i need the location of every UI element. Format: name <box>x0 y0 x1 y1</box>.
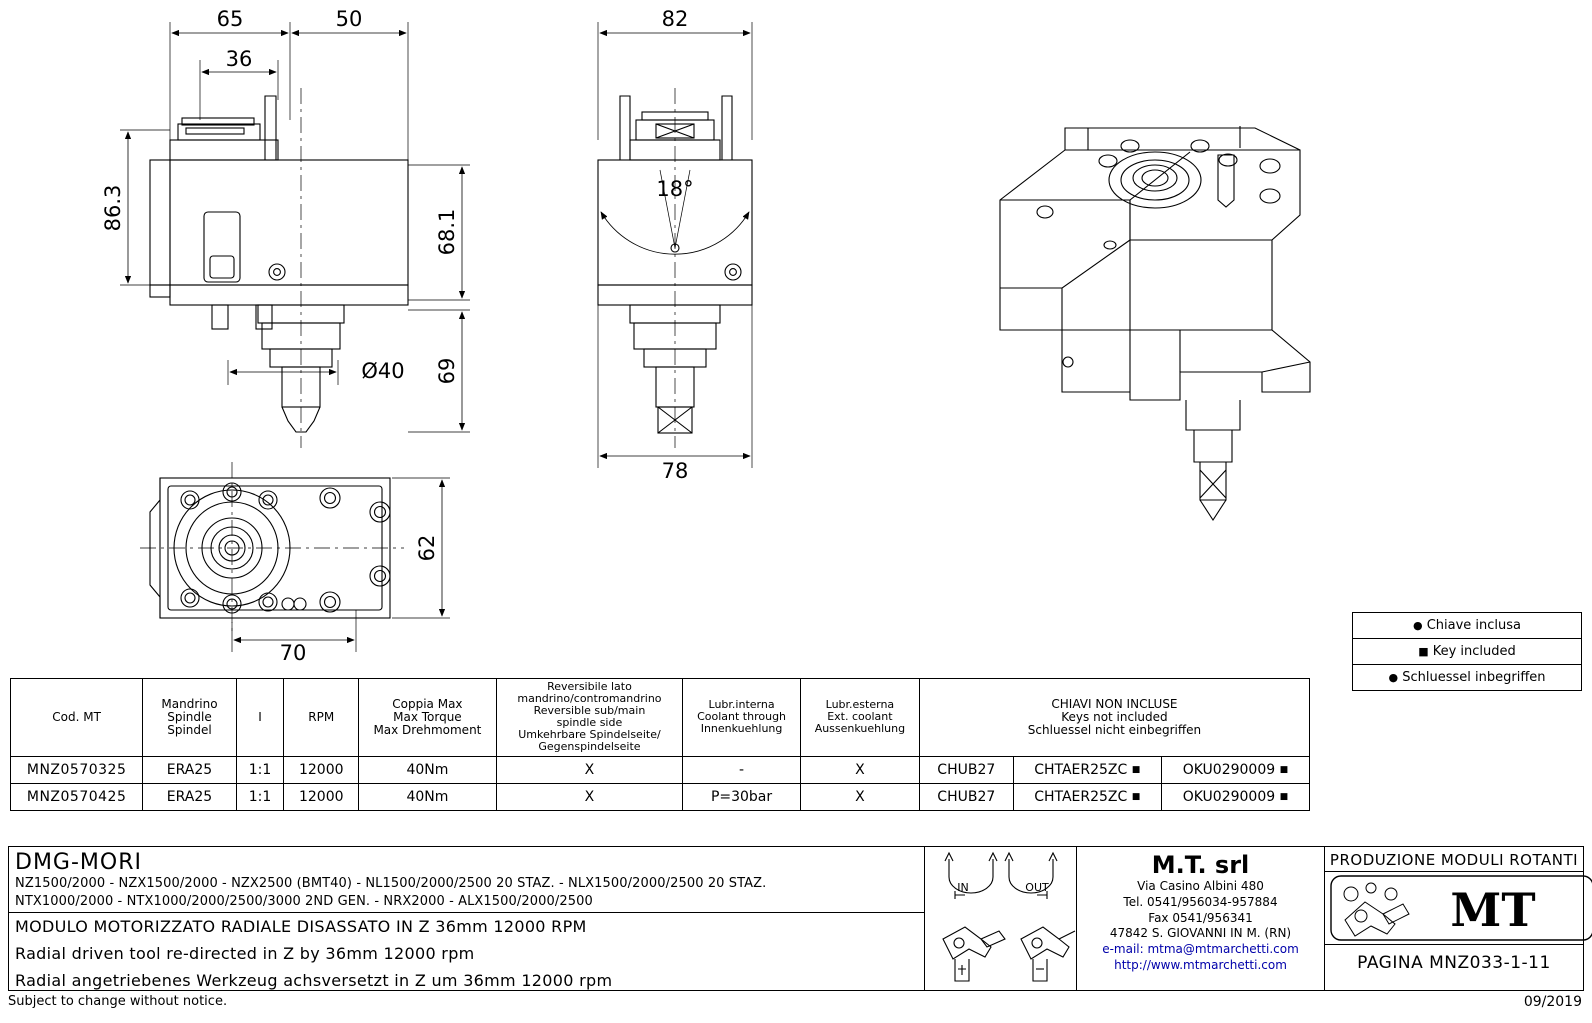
dim-d40: Ø40 <box>361 359 405 383</box>
header-coolant-int-de: Innenkuehlung <box>700 722 783 736</box>
address-line-3: Fax 0541/956341 <box>1148 910 1253 925</box>
cell-key-3 <box>1161 783 1309 810</box>
cell-key-3-label: OKU0290009 <box>1182 788 1276 805</box>
header-coolant-ext-en: Ext. coolant <box>827 710 893 724</box>
header-torque <box>359 679 497 757</box>
header-spindle <box>143 679 236 757</box>
key-legend-item-it <box>1353 613 1581 639</box>
header-spindle-it: Mandrino <box>161 696 218 711</box>
dim-69: 69 <box>435 357 459 385</box>
key-legend-item-en <box>1353 639 1581 665</box>
address-line-1: Via Casino Albini 480 <box>1137 879 1264 893</box>
dim-86-3: 86.3 <box>101 184 125 232</box>
company-name: M.T. srl <box>1151 851 1250 879</box>
dim-78: 78 <box>661 459 689 483</box>
description-en: Radial driven tool re-directed in Z by 36mm 12000 rpm <box>15 944 475 964</box>
header-coolant-int-it: Lubr.interna <box>708 698 775 712</box>
square-marker-icon: ■ <box>1131 764 1141 775</box>
cell-key-1: CHUB27 <box>919 756 1013 783</box>
cell-ratio: 1:1 <box>236 756 284 783</box>
dim-18deg: 18° <box>656 177 694 201</box>
title-block-right <box>1325 847 1583 990</box>
header-reversible-l5: Umkehrbare Spindelseite/ <box>518 728 661 742</box>
description-de: Radial angetriebenes Werkzeug achsversetzt in Z um 36mm 12000 rpm <box>15 971 613 991</box>
header-reversible <box>496 679 683 757</box>
dim-70: 70 <box>279 641 307 665</box>
cell-key-1: CHUB27 <box>919 783 1013 810</box>
header-reversible-l2: mandrino/contromandrino <box>517 692 662 706</box>
header-cod-mt: Cod. MT <box>11 679 143 757</box>
cell-rpm: 12000 <box>284 756 359 783</box>
header-torque-it: Coppia Max <box>392 696 463 711</box>
coolant-out-label: OUT <box>1025 881 1049 894</box>
header-coolant-ext-de: Aussenkuehlung <box>814 722 906 736</box>
dim-65: 65 <box>216 7 244 31</box>
square-marker-icon: ■ <box>1131 791 1141 802</box>
header-coolant-internal <box>683 679 801 757</box>
cell-cod: MNZ0570325 <box>11 756 143 783</box>
dim-82: 82 <box>661 7 689 31</box>
header-reversible-l6: Gegenspindelseite <box>538 740 641 754</box>
header-coolant-int-en: Coolant through <box>697 710 787 724</box>
address-line-2: Tel. 0541/956034-957884 <box>1123 894 1278 909</box>
dim-68-1: 68.1 <box>435 208 459 256</box>
machine-models-line-2: NTX1000/2000 - NTX1000/2000/2500/3000 2ND GEN. - NRX2000 - ALX1500/2000/2500 <box>15 893 593 909</box>
address-line-4: 47842 S. GIOVANNI IN M. (RN) <box>1109 926 1292 941</box>
key-legend-label-it: Chiave inclusa <box>1426 618 1522 633</box>
coolant-symbols <box>925 847 1077 990</box>
title-block <box>8 846 1584 991</box>
company-info <box>1077 847 1325 990</box>
cell-reversible: X <box>496 783 683 810</box>
cell-spindle: ERA25 <box>143 756 236 783</box>
bullet-icon: ■ <box>1418 645 1429 658</box>
page-code: PAGINA MNZ033-1-11 <box>1357 953 1551 973</box>
cell-ratio: 1:1 <box>236 783 284 810</box>
header-coolant-external <box>800 679 919 757</box>
cell-reversible: X <box>496 756 683 783</box>
header-keys-not-included <box>919 679 1309 757</box>
cell-cod: MNZ0570425 <box>11 783 143 810</box>
machine-models-line-1: NZ1500/2000 - NZX1500/2000 - NZX2500 (BMT40) - NL1500/2000/2500 20 STAZ. - NLX1500/2000/2500 20 STAZ. <box>15 876 767 891</box>
cell-spindle: ERA25 <box>143 783 236 810</box>
keys-legend-box <box>1352 612 1582 691</box>
dim-62: 62 <box>415 534 439 562</box>
header-spindle-en: Spindle <box>167 709 212 724</box>
header-keys-de: Schluessel nicht einbegriffen <box>1027 722 1202 737</box>
dim-50: 50 <box>335 7 363 31</box>
cell-coolant-external: X <box>800 783 919 810</box>
cell-coolant-internal: - <box>683 756 801 783</box>
mt-logo <box>1325 872 1583 945</box>
header-reversible-l1: Reversibile lato <box>547 680 632 693</box>
key-legend-label-en: Key included <box>1432 644 1516 659</box>
cell-coolant-external: X <box>800 756 919 783</box>
cell-key-2 <box>1013 756 1161 783</box>
specifications-table <box>10 678 1310 811</box>
header-reversible-l3: Reversible sub/main <box>533 704 646 718</box>
mt-logo-text: MT <box>1450 883 1536 937</box>
square-marker-icon: ■ <box>1279 764 1289 775</box>
machine-brand: DMG-MORI <box>15 850 142 875</box>
company-website[interactable]: http://www.mtmarchetti.com <box>1114 958 1287 973</box>
header-ratio: I <box>236 679 284 757</box>
header-torque-en: Max Torque <box>393 709 462 724</box>
table-row <box>11 783 1310 810</box>
production-title: PRODUZIONE MODULI ROTANTI <box>1325 847 1583 872</box>
header-keys-en: Keys not included <box>1061 709 1168 724</box>
cell-coolant-internal: P=30bar <box>683 783 801 810</box>
title-block-left <box>9 847 925 990</box>
key-legend-label-de: Schluessel inbegriffen <box>1402 670 1546 685</box>
cell-rpm: 12000 <box>284 783 359 810</box>
footer-date: 09/2019 <box>1523 994 1582 1010</box>
cell-torque: 40Nm <box>359 756 497 783</box>
company-email[interactable]: e-mail: mtma@mtmarchetti.com <box>1102 942 1299 957</box>
footer-notice: Subject to change without notice. <box>8 994 228 1009</box>
header-reversible-l4: spindle side <box>556 716 623 730</box>
company-address <box>1077 879 1324 974</box>
cell-key-3 <box>1161 756 1309 783</box>
dim-36: 36 <box>225 47 253 71</box>
bullet-icon: ● <box>1412 619 1423 632</box>
cell-key-2 <box>1013 783 1161 810</box>
bullet-icon: ● <box>1388 671 1399 684</box>
table-row <box>11 756 1310 783</box>
header-torque-de: Max Drehmoment <box>373 722 482 737</box>
header-coolant-ext-it: Lubr.esterna <box>825 698 895 712</box>
cell-torque: 40Nm <box>359 783 497 810</box>
cell-key-2-label: CHTAER25ZC <box>1034 788 1128 805</box>
key-legend-item-de <box>1353 665 1581 690</box>
table-header-row <box>11 679 1310 757</box>
header-spindle-de: Spindel <box>167 722 212 737</box>
header-rpm: RPM <box>284 679 359 757</box>
square-marker-icon: ■ <box>1279 791 1289 802</box>
header-keys-it: CHIAVI NON INCLUSE <box>1051 696 1178 711</box>
description-it: MODULO MOTORIZZATO RADIALE DISASSATO IN Z 36mm 12000 RPM <box>15 917 587 937</box>
coolant-in-label: IN <box>957 881 969 894</box>
cell-key-3-label: OKU0290009 <box>1182 761 1276 778</box>
cell-key-2-label: CHTAER25ZC <box>1034 761 1128 778</box>
